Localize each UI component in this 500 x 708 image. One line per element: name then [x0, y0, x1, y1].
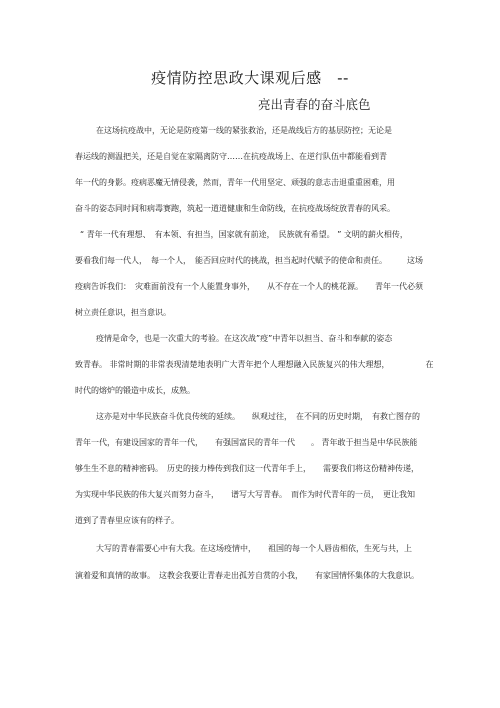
paragraph-line: 树立责任意识，担当意识。 — [75, 308, 171, 317]
paragraph-line: 要看我们每一代人， 每一个人， 能否回应时代的挑战，担当起时代赋予的使命和责任。 这场 — [75, 256, 423, 265]
paragraph-line: 为实现中华民族的伟大复兴而努力奋斗， 谱写大写青春。 而作为时代青年的一员， 更让我知 — [75, 490, 415, 499]
paragraph-line: 在这场抗疫战中，无论是防疫第一线的紧张救治，还是战线后方的基层防控；无论是 — [96, 126, 392, 135]
paragraph-line: 够生生不息的精神密码。 历史的接力棒传到我们这一代青年手上， 需要我们将这份精神传递， — [75, 464, 419, 473]
paragraph-line: 疫情是命令，也是一次重大的考验。在这次战”疫”中青年以担当、奋斗和奉献的姿态 — [96, 334, 393, 343]
paragraph-line: 道到了青春里应该有的样子。 — [75, 516, 179, 525]
paragraph-line: 大写的青春需要心中有大我。在这场疫情中， 祖国的每一个人唇齿相依，生死与共，上 — [96, 544, 412, 553]
document-title: 疫情防控思政大课观后感 -- — [151, 69, 349, 87]
document-subtitle: 亮出青春的奋斗底色 — [258, 97, 371, 112]
paragraph-line: 疫病告诉我们： 灾难面前没有一个人能置身事外， 从不存在一个人的桃花源。 青年一代必须 — [75, 282, 423, 291]
paragraph-line: 奋斗的姿态同时间和病毒赛跑，筑起一道道健康和生命防线，在抗疫战场绽放青春的风采。 — [75, 204, 395, 213]
paragraph-line: 年一代的身影。疫病恶魔无情侵袭，然而，青年一代用坚定、顽强的意志击退重重困难，用 — [75, 178, 395, 187]
paragraph-line: “ 青年一代有理想、 有本领、有担当，国家就有前途， 民族就有希望。 ” 文明的薪火相传， — [80, 230, 408, 239]
paragraph-line: 青年一代，有建设国家的青年一代， 有强国富民的青年一代 。 青年敢于担当是中华民族能 — [75, 438, 418, 447]
paragraph-line: 时代的熔炉的锻造中成长，成熟。 — [75, 386, 195, 395]
paragraph-line: 致青春。 非常时期的非常表现清楚地表明广大青年把个人理想融入民族复兴的伟大理想， 在 — [75, 360, 434, 369]
paragraph-line: 演着爱和真情的故事。 这教会我要让青春走出孤芳自赏的小我， 有家国情怀集体的大我意识。 — [75, 571, 419, 580]
paragraph-line: 春运线的测温把关，还是自觉在家隔离防守……在抗疫战场上、在逆行队伍中都能看到青 — [75, 152, 387, 161]
paragraph-line: 这亦是对中华民族奋斗优良传统的延续。 纵观过往， 在不同的历史时期， 有救亡图存的 — [96, 412, 420, 421]
